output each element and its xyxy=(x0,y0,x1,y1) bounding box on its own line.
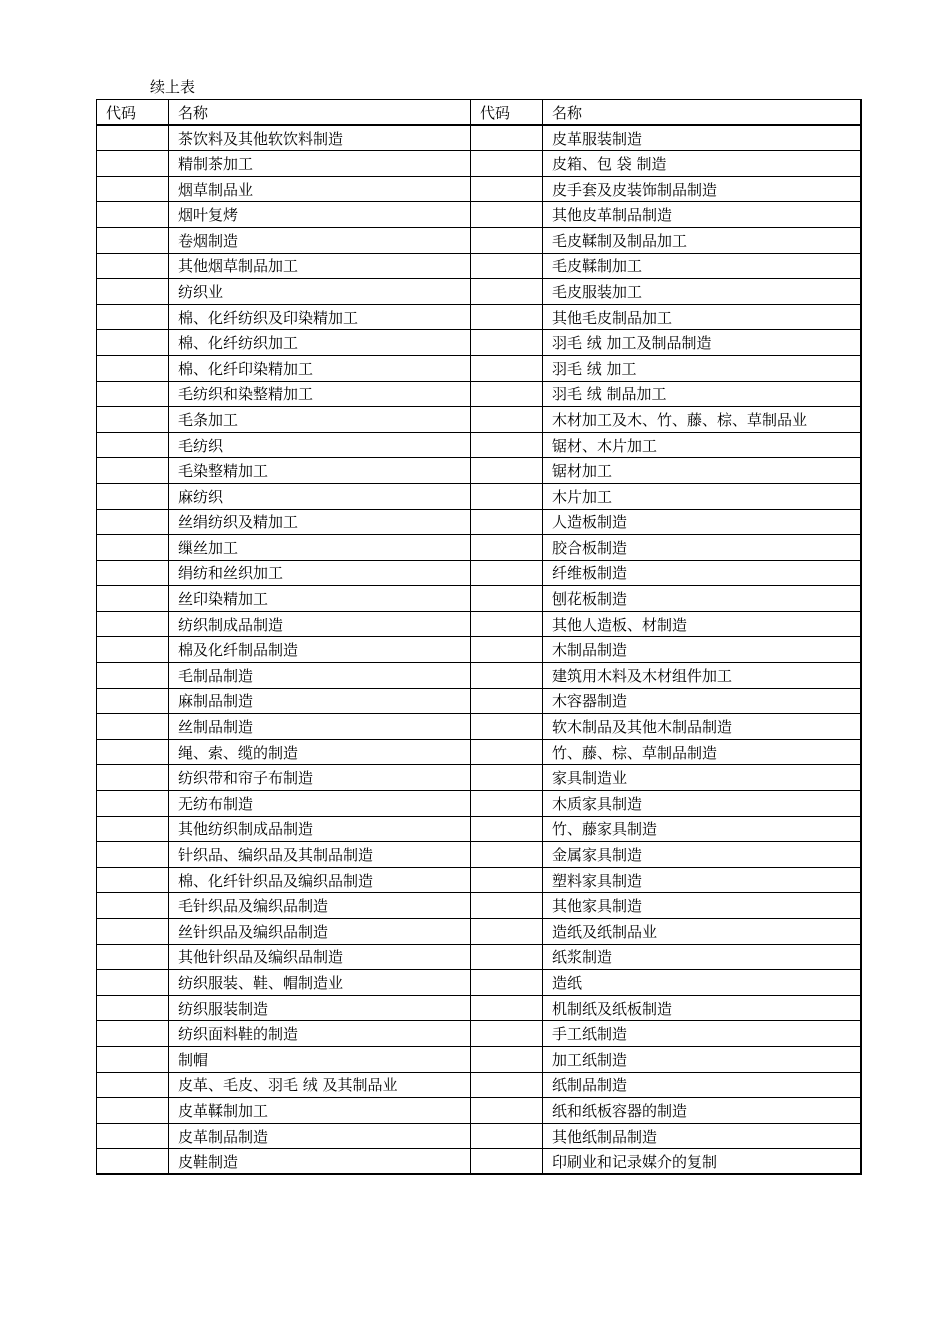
cell-name-right: 机制纸及纸板制造 xyxy=(543,995,861,1021)
table-row xyxy=(97,253,861,279)
cell-code-left xyxy=(97,381,169,407)
cell-name-right: 木片加工 xyxy=(543,483,861,509)
table-row xyxy=(97,637,861,663)
cell-name-right: 木容器制造 xyxy=(543,688,861,714)
table-row xyxy=(97,944,861,970)
cell-name-right: 人造板制造 xyxy=(543,509,861,535)
cell-name-left: 绢纺和丝织加工 xyxy=(169,560,471,586)
table-row xyxy=(97,458,861,484)
cell-code-left xyxy=(97,714,169,740)
cell-name-left: 麻纺织 xyxy=(169,483,471,509)
cell-name-left: 针织品、编织品及其制品制造 xyxy=(169,842,471,868)
cell-name-right: 纤维板制造 xyxy=(543,560,861,586)
header-code-left: 代码 xyxy=(97,100,169,126)
cell-name-right: 造纸 xyxy=(543,970,861,996)
cell-code-right xyxy=(471,688,543,714)
table-row xyxy=(97,586,861,612)
table-row xyxy=(97,1149,861,1175)
cell-code-left xyxy=(97,1021,169,1047)
cell-name-right: 加工纸制造 xyxy=(543,1046,861,1072)
cell-code-left xyxy=(97,816,169,842)
cell-code-left xyxy=(97,509,169,535)
cell-name-left: 绳、索、缆的制造 xyxy=(169,739,471,765)
cell-name-left: 纺织制成品制造 xyxy=(169,611,471,637)
table-row xyxy=(97,509,861,535)
cell-code-right xyxy=(471,1123,543,1149)
table-row xyxy=(97,381,861,407)
cell-code-left xyxy=(97,355,169,381)
cell-name-right: 竹、藤、棕、草制品制造 xyxy=(543,739,861,765)
table-row xyxy=(97,739,861,765)
cell-name-right: 毛皮服装加工 xyxy=(543,279,861,305)
cell-code-right xyxy=(471,432,543,458)
table-row xyxy=(97,893,861,919)
table-row xyxy=(97,1046,861,1072)
table-row xyxy=(97,535,861,561)
table-row xyxy=(97,842,861,868)
cell-code-right xyxy=(471,279,543,305)
cell-name-left: 毛纺织和染整精加工 xyxy=(169,381,471,407)
cell-name-right: 造纸及纸制品业 xyxy=(543,919,861,945)
cell-code-left xyxy=(97,202,169,228)
cell-code-right xyxy=(471,1021,543,1047)
cell-code-right xyxy=(471,1072,543,1098)
cell-code-left xyxy=(97,842,169,868)
cell-code-right xyxy=(471,970,543,996)
cell-name-left: 毛制品制造 xyxy=(169,663,471,689)
cell-code-left xyxy=(97,458,169,484)
cell-name-right: 其他纸制品制造 xyxy=(543,1123,861,1149)
table-row xyxy=(97,1098,861,1124)
cell-name-right: 皮革服装制造 xyxy=(543,125,861,151)
cell-name-left: 麻制品制造 xyxy=(169,688,471,714)
cell-code-right xyxy=(471,1098,543,1124)
table-row xyxy=(97,560,861,586)
cell-code-right xyxy=(471,151,543,177)
header-code-right: 代码 xyxy=(471,100,543,126)
cell-code-left xyxy=(97,407,169,433)
cell-code-left xyxy=(97,125,169,151)
table-row xyxy=(97,995,861,1021)
table-caption: 续上表 xyxy=(150,78,196,96)
cell-code-left xyxy=(97,1098,169,1124)
cell-code-right xyxy=(471,330,543,356)
cell-name-left: 毛染整精加工 xyxy=(169,458,471,484)
cell-name-right: 木质家具制造 xyxy=(543,791,861,817)
table-row xyxy=(97,765,861,791)
cell-code-right xyxy=(471,893,543,919)
table-row xyxy=(97,611,861,637)
cell-code-left xyxy=(97,637,169,663)
cell-code-left xyxy=(97,611,169,637)
cell-name-left: 丝绢纺织及精加工 xyxy=(169,509,471,535)
cell-name-left: 棉、化纤印染精加工 xyxy=(169,355,471,381)
cell-name-right: 纸浆制造 xyxy=(543,944,861,970)
cell-name-right: 其他皮革制品制造 xyxy=(543,202,861,228)
cell-name-right: 手工纸制造 xyxy=(543,1021,861,1047)
cell-code-right xyxy=(471,663,543,689)
cell-name-left: 其他烟草制品加工 xyxy=(169,253,471,279)
cell-code-left xyxy=(97,663,169,689)
cell-code-right xyxy=(471,791,543,817)
cell-name-left: 其他针织品及编织品制造 xyxy=(169,944,471,970)
cell-code-left xyxy=(97,1072,169,1098)
table-row xyxy=(97,151,861,177)
cell-code-right xyxy=(471,458,543,484)
cell-code-left xyxy=(97,791,169,817)
cell-name-left: 烟叶复烤 xyxy=(169,202,471,228)
cell-name-left: 制帽 xyxy=(169,1046,471,1072)
cell-name-right: 羽毛 绒 加工及制品制造 xyxy=(543,330,861,356)
table-row xyxy=(97,279,861,305)
cell-name-left: 纺织服装制造 xyxy=(169,995,471,1021)
cell-name-left: 缫丝加工 xyxy=(169,535,471,561)
cell-code-right xyxy=(471,586,543,612)
table-row xyxy=(97,202,861,228)
table-row xyxy=(97,919,861,945)
cell-code-right xyxy=(471,535,543,561)
table-body xyxy=(97,125,861,1174)
cell-name-left: 皮革鞣制加工 xyxy=(169,1098,471,1124)
cell-code-left xyxy=(97,483,169,509)
cell-code-left xyxy=(97,151,169,177)
cell-name-left: 丝制品制造 xyxy=(169,714,471,740)
cell-code-left xyxy=(97,765,169,791)
cell-code-right xyxy=(471,944,543,970)
table-row xyxy=(97,867,861,893)
cell-name-right: 印刷业和记录媒介的复制 xyxy=(543,1149,861,1175)
table-row xyxy=(97,688,861,714)
cell-name-right: 羽毛 绒 加工 xyxy=(543,355,861,381)
cell-name-left: 毛条加工 xyxy=(169,407,471,433)
cell-name-right: 其他人造板、材制造 xyxy=(543,611,861,637)
cell-code-right xyxy=(471,304,543,330)
cell-code-left xyxy=(97,176,169,202)
cell-name-left: 皮革制品制造 xyxy=(169,1123,471,1149)
cell-name-right: 木制品制造 xyxy=(543,637,861,663)
cell-name-right: 塑料家具制造 xyxy=(543,867,861,893)
cell-code-left xyxy=(97,253,169,279)
cell-code-right xyxy=(471,227,543,253)
table-row xyxy=(97,483,861,509)
table-row xyxy=(97,176,861,202)
cell-code-left xyxy=(97,944,169,970)
cell-name-right: 建筑用木料及木材组件加工 xyxy=(543,663,861,689)
cell-code-right xyxy=(471,816,543,842)
cell-name-right: 锯材、木片加工 xyxy=(543,432,861,458)
cell-name-right: 羽毛 绒 制品加工 xyxy=(543,381,861,407)
cell-name-right: 刨花板制造 xyxy=(543,586,861,612)
table-row xyxy=(97,355,861,381)
cell-name-left: 纺织业 xyxy=(169,279,471,305)
cell-code-right xyxy=(471,995,543,1021)
cell-code-left xyxy=(97,1046,169,1072)
cell-name-left: 棉、化纤针织品及编织品制造 xyxy=(169,867,471,893)
table-row xyxy=(97,227,861,253)
cell-code-left xyxy=(97,867,169,893)
cell-name-left: 皮鞋制造 xyxy=(169,1149,471,1175)
cell-code-left xyxy=(97,330,169,356)
cell-name-right: 软木制品及其他木制品制造 xyxy=(543,714,861,740)
cell-code-left xyxy=(97,1149,169,1175)
cell-name-right: 皮手套及皮装饰制品制造 xyxy=(543,176,861,202)
cell-code-left xyxy=(97,535,169,561)
cell-code-right xyxy=(471,867,543,893)
cell-code-left xyxy=(97,586,169,612)
cell-code-right xyxy=(471,714,543,740)
cell-name-right: 竹、藤家具制造 xyxy=(543,816,861,842)
cell-name-left: 无纺布制造 xyxy=(169,791,471,817)
cell-name-left: 棉、化纤纺织加工 xyxy=(169,330,471,356)
cell-name-left: 烟草制品业 xyxy=(169,176,471,202)
cell-code-right xyxy=(471,842,543,868)
cell-code-left xyxy=(97,227,169,253)
cell-name-left: 棉、化纤纺织及印染精加工 xyxy=(169,304,471,330)
cell-name-left: 精制茶加工 xyxy=(169,151,471,177)
cell-code-left xyxy=(97,1123,169,1149)
cell-code-right xyxy=(471,739,543,765)
cell-code-right xyxy=(471,560,543,586)
cell-code-right xyxy=(471,381,543,407)
cell-code-right xyxy=(471,1046,543,1072)
cell-name-right: 木材加工及木、竹、藤、棕、草制品业 xyxy=(543,407,861,433)
cell-code-left xyxy=(97,739,169,765)
cell-code-left xyxy=(97,432,169,458)
cell-name-left: 毛纺织 xyxy=(169,432,471,458)
table-row xyxy=(97,1123,861,1149)
cell-name-left: 茶饮料及其他软饮料制造 xyxy=(169,125,471,151)
cell-name-left: 纺织服装、鞋、帽制造业 xyxy=(169,970,471,996)
cell-name-right: 纸和纸板容器的制造 xyxy=(543,1098,861,1124)
cell-code-right xyxy=(471,509,543,535)
cell-code-right xyxy=(471,1149,543,1175)
cell-name-right: 纸制品制造 xyxy=(543,1072,861,1098)
cell-code-right xyxy=(471,202,543,228)
cell-name-right: 毛皮鞣制及制品加工 xyxy=(543,227,861,253)
table-row xyxy=(97,816,861,842)
table-row xyxy=(97,330,861,356)
cell-name-left: 其他纺织制成品制造 xyxy=(169,816,471,842)
industry-code-table xyxy=(96,99,862,1175)
cell-name-right: 毛皮鞣制加工 xyxy=(543,253,861,279)
cell-code-left xyxy=(97,970,169,996)
cell-code-right xyxy=(471,407,543,433)
cell-name-right: 胶合板制造 xyxy=(543,535,861,561)
header-name-right: 名称 xyxy=(543,100,861,126)
table-row xyxy=(97,714,861,740)
cell-name-right: 皮箱、包 袋 制造 xyxy=(543,151,861,177)
table-header-row xyxy=(97,100,861,126)
table-row xyxy=(97,407,861,433)
cell-name-right: 其他毛皮制品加工 xyxy=(543,304,861,330)
cell-code-right xyxy=(471,355,543,381)
cell-name-left: 纺织带和帘子布制造 xyxy=(169,765,471,791)
table-row xyxy=(97,791,861,817)
cell-name-left: 丝针织品及编织品制造 xyxy=(169,919,471,945)
cell-code-left xyxy=(97,893,169,919)
cell-name-left: 丝印染精加工 xyxy=(169,586,471,612)
table-row xyxy=(97,304,861,330)
table-row xyxy=(97,125,861,151)
cell-code-right xyxy=(471,125,543,151)
cell-name-left: 纺织面料鞋的制造 xyxy=(169,1021,471,1047)
header-name-left: 名称 xyxy=(169,100,471,126)
cell-code-right xyxy=(471,637,543,663)
table-row xyxy=(97,1072,861,1098)
cell-code-right xyxy=(471,176,543,202)
cell-name-right: 金属家具制造 xyxy=(543,842,861,868)
table-row xyxy=(97,970,861,996)
cell-name-right: 其他家具制造 xyxy=(543,893,861,919)
cell-code-right xyxy=(471,611,543,637)
cell-code-left xyxy=(97,688,169,714)
cell-code-left xyxy=(97,560,169,586)
cell-code-right xyxy=(471,483,543,509)
cell-code-left xyxy=(97,995,169,1021)
cell-name-left: 皮革、毛皮、羽毛 绒 及其制品业 xyxy=(169,1072,471,1098)
cell-code-left xyxy=(97,919,169,945)
cell-name-right: 家具制造业 xyxy=(543,765,861,791)
cell-name-left: 卷烟制造 xyxy=(169,227,471,253)
cell-name-left: 毛针织品及编织品制造 xyxy=(169,893,471,919)
cell-name-left: 棉及化纤制品制造 xyxy=(169,637,471,663)
cell-code-right xyxy=(471,765,543,791)
table-row xyxy=(97,1021,861,1047)
cell-code-right xyxy=(471,919,543,945)
cell-name-right: 锯材加工 xyxy=(543,458,861,484)
cell-code-left xyxy=(97,304,169,330)
cell-code-right xyxy=(471,253,543,279)
cell-code-left xyxy=(97,279,169,305)
table-row xyxy=(97,432,861,458)
table-row xyxy=(97,663,861,689)
